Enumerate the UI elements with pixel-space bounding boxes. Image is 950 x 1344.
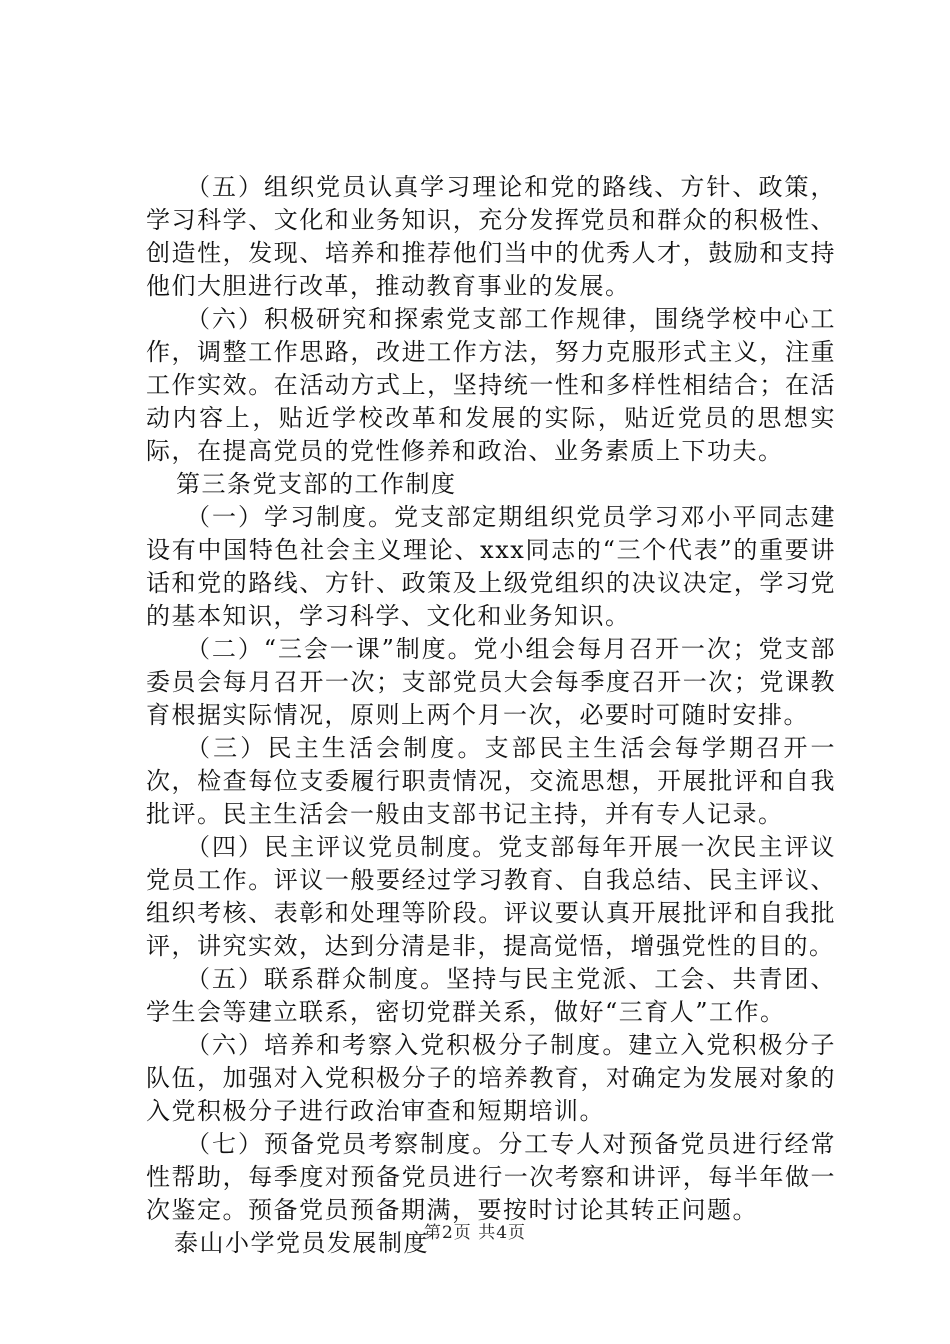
paragraph-system-3: （三）民主生活会制度。支部民主生活会每学期召开一次，检查每位支委履行职责情况，交流思想，开展批评和自我批评。民主生活会一般由支部书记主持，并有专人记录。 [146, 734, 836, 828]
paragraph-system-1: （一）学习制度。党支部定期组织党员学习邓小平同志建设有中国特色社会主义理论、xxx同志的“三个代表”的重要讲话和党的路线、方针、政策及上级党组织的决议决定，学习党的基本知识，学习科学、文化和业务知识。 [146, 503, 836, 630]
paragraph-duty-6: （六）积极研究和探索党支部工作规律，围绕学校中心工作，调整工作思路，改进工作方法，努力克服形式主义，注重工作实效。在活动方式上，坚持统一性和多样性相结合；在活动内容上，贴近学校改革和发展的实际，贴近党员的思想实际，在提高党员的党性修养和政治、业务素质上下功夫。 [146, 305, 836, 465]
paragraph-system-7: （七）预备党员考察制度。分工专人对预备党员进行经常性帮助，每季度对预备党员进行一次考察和讲评，每半年做一次鉴定。预备党员预备期满，要按时讨论其转正问题。 [146, 1130, 836, 1224]
paragraph-system-4: （四）民主评议党员制度。党支部每年开展一次民主评议党员工作。评议一般要经过学习教育、自我总结、民主评议、组织考核、表彰和处理等阶段。评议要认真开展批评和自我批评，讲究实效，达到分清是非，提高觉悟，增强党性的目的。 [146, 833, 836, 960]
paragraph-system-6: （六）培养和考察入党积极分子制度。建立入党积极分子队伍，加强对入党积极分子的培养教育，对确定为发展对象的入党积极分子进行政治审查和短期培训。 [146, 1031, 836, 1125]
page-number-footer: 第2页 共4页 [423, 1223, 527, 1243]
paragraph-system-2: （二）“三会一课”制度。党小组会每月召开一次；党支部委员会每月召开一次；支部党员大会每季度召开一次；党课教育根据实际情况，原则上两个月一次，必要时可随时安排。 [146, 635, 836, 729]
paragraph-duty-5: （五）组织党员认真学习理论和党的路线、方针、政策，学习科学、文化和业务知识，充分发挥党员和群众的积极性、创造性，发现、培养和推荐他们当中的优秀人才，鼓励和支持他们大胆进行改革，推动教育事业的发展。 [146, 173, 836, 300]
section-heading-development: 泰山小学党员发展制度 [174, 1229, 429, 1257]
section-heading-article-3: 第三条党支部的工作制度 [176, 470, 457, 498]
document-body [146, 171, 836, 1260]
paragraph-system-5: （五）联系群众制度。坚持与民主党派、工会、共青团、学生会等建立联系，密切党群关系，做好“三育人”工作。 [146, 965, 836, 1026]
